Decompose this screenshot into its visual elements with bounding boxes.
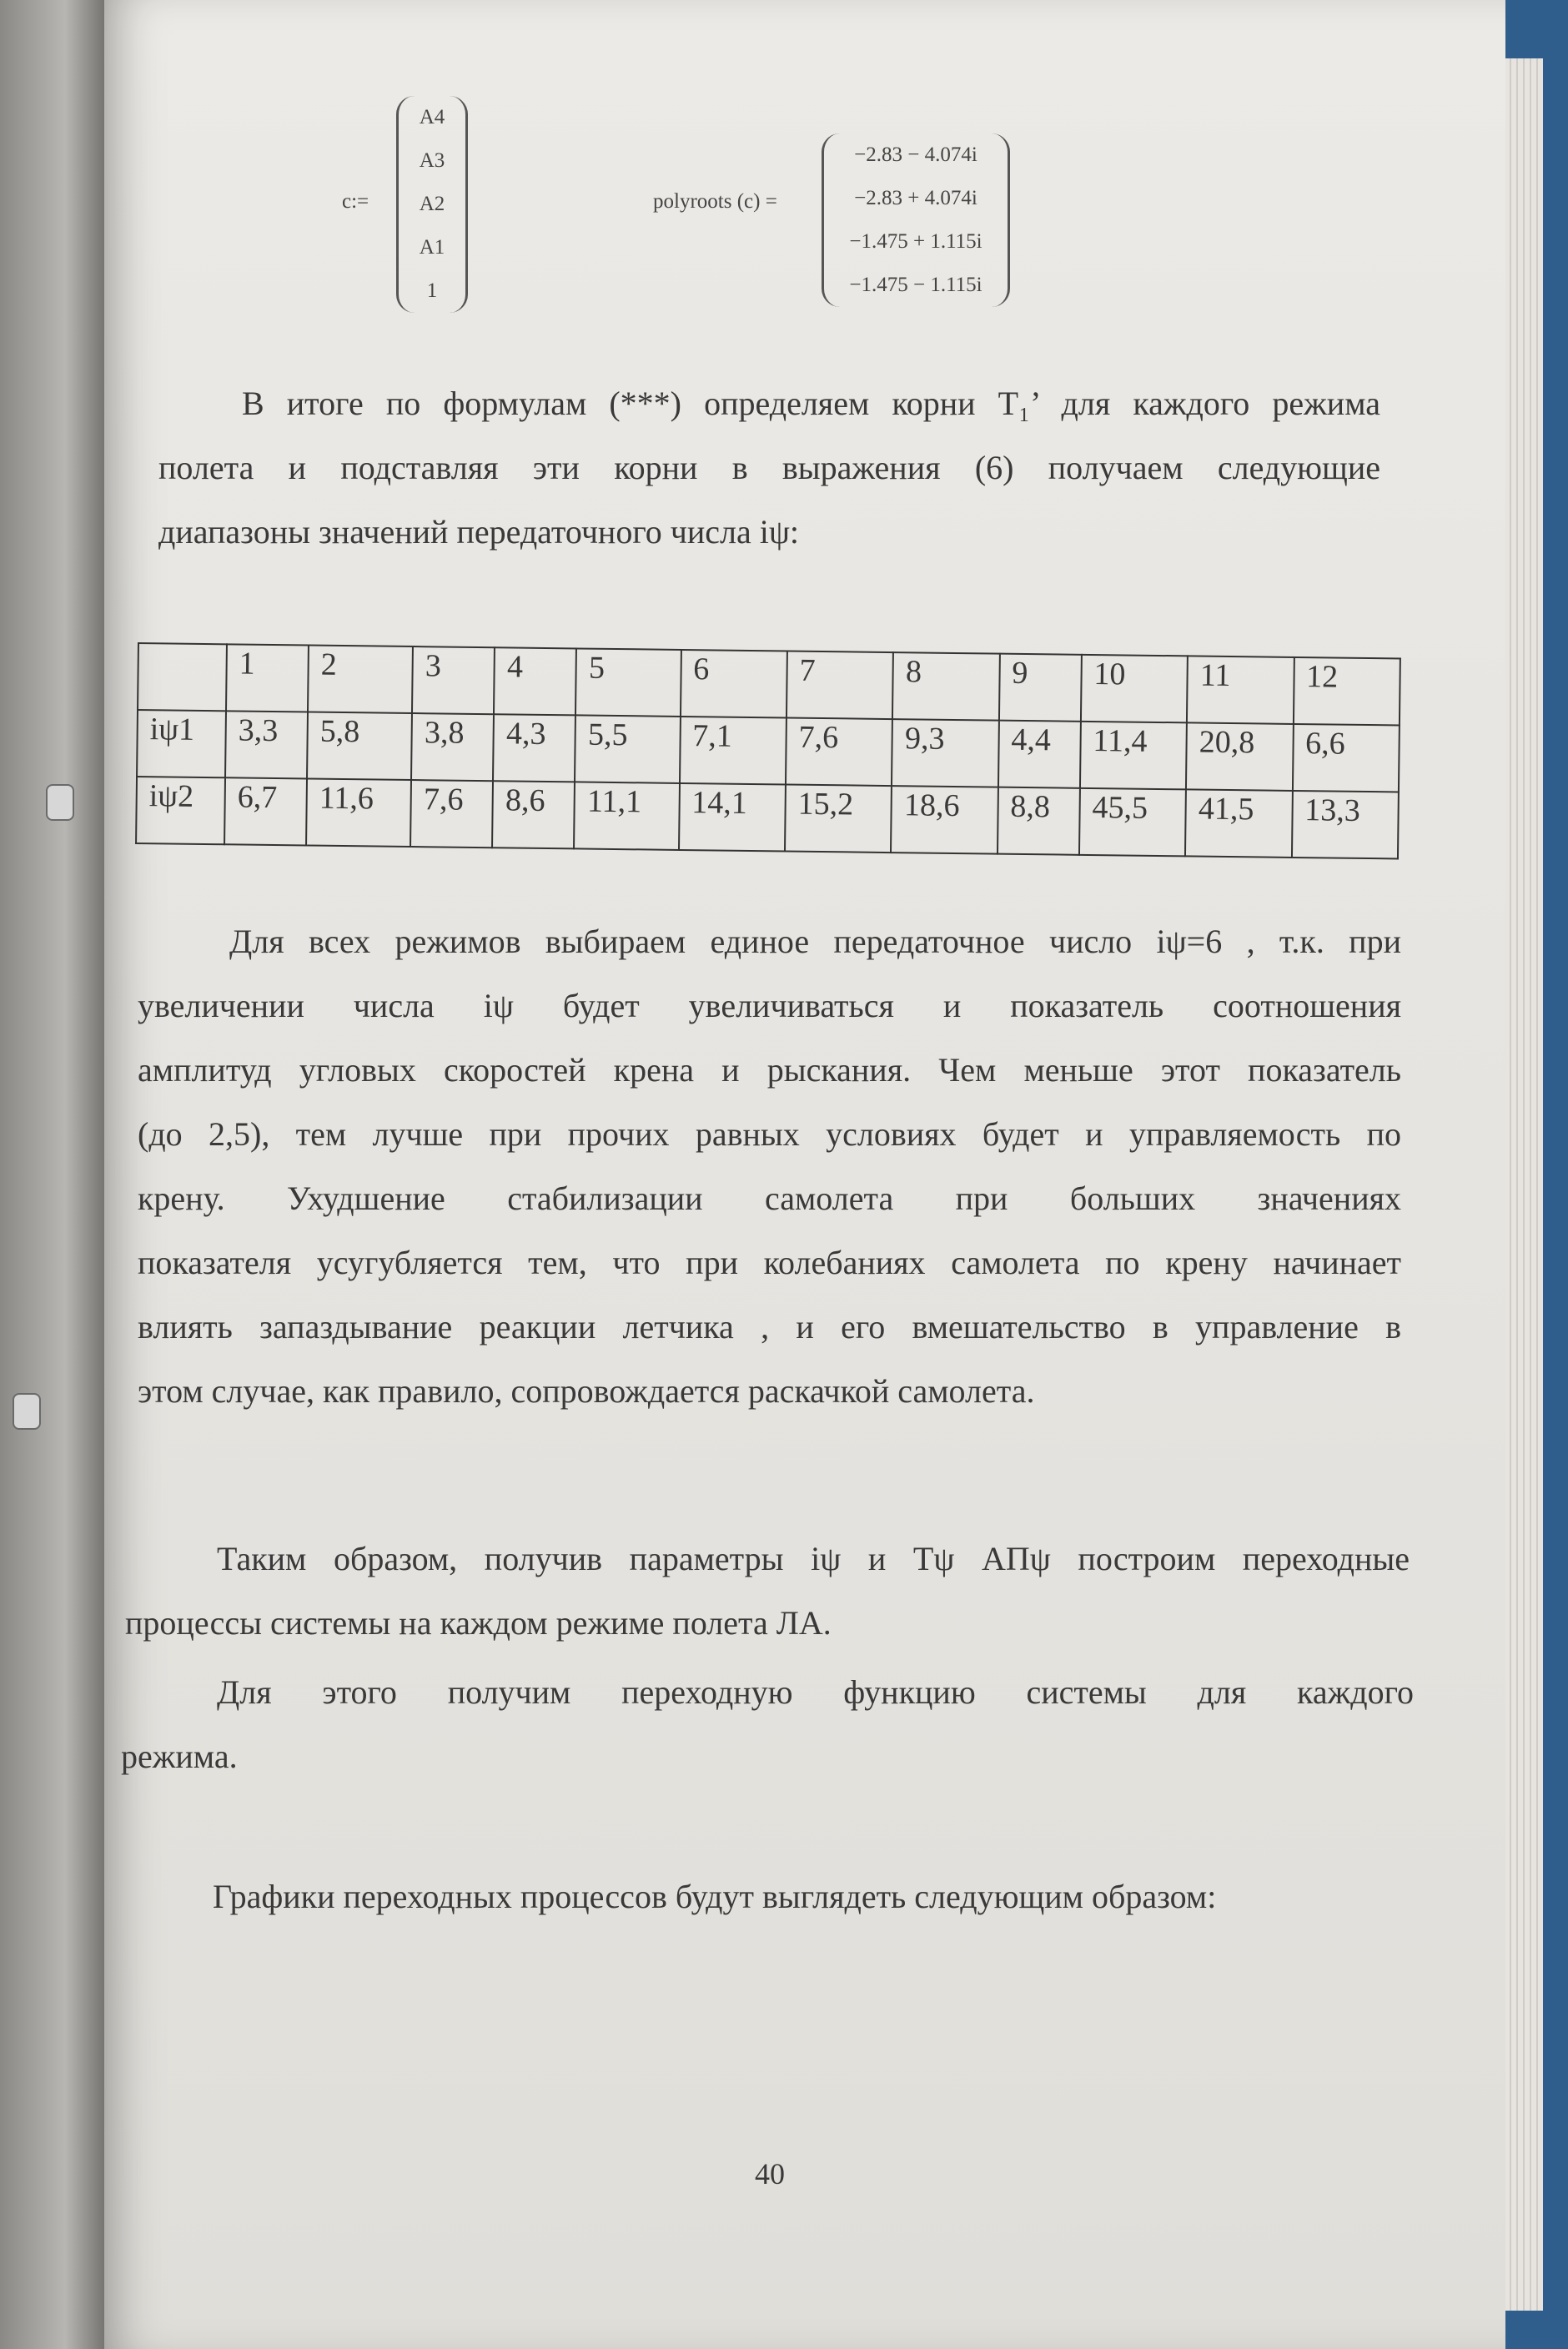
ratio-table (135, 642, 1401, 859)
table-cell: 11,1 (574, 782, 679, 850)
root-item: −1.475 + 1.115i (849, 230, 983, 253)
c-label: c (342, 190, 352, 213)
table-row (136, 777, 1399, 858)
table-header-cell: 8 (892, 652, 999, 721)
table-corner-cell (138, 643, 227, 711)
table-header-cell: 7 (787, 651, 893, 720)
table-cell: 45,5 (1079, 788, 1186, 857)
root-item: −2.83 + 4.074i (854, 187, 977, 209)
table-cell: 5,5 (575, 715, 680, 783)
table-cell: 7,6 (410, 780, 493, 848)
table-header-cell: 5 (575, 648, 681, 717)
table-cell: 20,8 (1186, 722, 1293, 791)
binder-ring-bottom (13, 1393, 41, 1430)
root-item: −1.475 − 1.115i (849, 274, 983, 296)
binder-ring-top (46, 784, 74, 821)
text-line: Для всех режимов выбираем единое передаточное число iψ=6 , т.к. при (229, 923, 1401, 960)
table-cell: 13,3 (1292, 791, 1399, 859)
text-line: крену. Ухудшение стабилизации самолета при больших значениях (138, 1180, 1401, 1217)
c-vector-item: A1 (419, 236, 445, 259)
row-label-i-psi2: iψ2 (136, 777, 225, 844)
c-vector-item: A2 (419, 193, 445, 215)
text-line: диапазоны значений передаточного числа iψ: (158, 513, 800, 551)
root-item: −2.83 − 4.074i (854, 143, 977, 166)
text-line: режима. (121, 1738, 238, 1775)
polyroots-label: polyroots (c) = (653, 190, 777, 213)
paragraph-parameters (125, 1527, 1410, 1655)
table-cell: 15,2 (785, 785, 892, 853)
text-line: показателя усугубляется тем, что при колебаниях самолета по крену начинает (138, 1244, 1401, 1281)
paragraph-roots (158, 371, 1380, 564)
table-cell: 41,5 (1185, 789, 1292, 858)
c-assignment (342, 190, 369, 214)
table-cell: 11,6 (306, 778, 411, 847)
table-cell: 18,6 (891, 786, 998, 854)
text-line: Для этого получим переходную функцию системы для каждого (217, 1673, 1414, 1711)
c-vector-item: A3 (419, 149, 445, 172)
table-header-cell: 12 (1293, 657, 1400, 726)
table-header-cell: 3 (412, 646, 495, 714)
text-line: В итоге по формулам (***) определяем корни T₁’ для каждого режима (242, 385, 1380, 422)
table-header-cell: 6 (681, 650, 787, 718)
text-line: Таким образом, получив параметры iψ и Tψ АПψ построим переходные (217, 1540, 1410, 1577)
table-header-cell: 10 (1081, 655, 1188, 723)
assign-operator: := (351, 190, 369, 213)
text-line: амплитуд угловых скоростей крена и рыскания. Чем меньше этот показатель (138, 1051, 1401, 1089)
roots-vector (822, 133, 1010, 307)
row-label-i-psi1: iψ1 (137, 710, 226, 777)
table-cell: 11,4 (1080, 722, 1187, 790)
table-header-cell: 2 (308, 646, 413, 714)
table-cell: 7,1 (680, 717, 787, 785)
left-page-edge (0, 0, 108, 2349)
table-cell: 5,8 (307, 712, 412, 780)
paragraph-selection (138, 909, 1401, 1423)
table-cell: 3,8 (411, 713, 494, 781)
paragraph-graphs (213, 1864, 1414, 1929)
c-vector-item: 1 (426, 279, 438, 302)
table-cell: 7,6 (786, 718, 892, 787)
table-cell: 4,3 (493, 714, 575, 782)
text-line: этом случае, как правило, сопровождается раскачкой самолета. (138, 1372, 1035, 1410)
table-cell: 3,3 (225, 711, 308, 778)
c-vector-item: A4 (419, 106, 445, 128)
table-cell: 14,1 (679, 783, 786, 852)
table-cell: 6,7 (224, 777, 307, 845)
text-line: (до 2,5), тем лучше при прочих равных условиях будет и управляемость по (138, 1115, 1401, 1153)
text-line: влиять запаздывание реакции летчика , и его вмешательство в управление в (138, 1308, 1401, 1346)
text-line: Графики переходных процессов будут выглядеть следующим образом: (213, 1878, 1217, 1915)
paragraph-transfer-function (121, 1660, 1414, 1788)
table-cell: 8,6 (492, 781, 575, 848)
table-cell: 4,4 (998, 721, 1081, 788)
table-header-cell: 1 (226, 644, 309, 712)
table-cell: 6,6 (1293, 724, 1400, 792)
page-number: 40 (755, 2157, 785, 2191)
table-header-cell: 9 (999, 654, 1082, 722)
table-header-cell: 4 (494, 647, 576, 715)
c-vector (396, 96, 468, 313)
table-cell: 9,3 (892, 719, 998, 787)
text-line: процессы системы на каждом режиме полета ЛА. (125, 1604, 832, 1642)
table-cell: 8,8 (998, 787, 1080, 855)
text-line: полета и подставляя эти корни в выражения (6) получаем следующие (158, 449, 1380, 486)
text-line: увеличении числа iψ будет увеличиваться и показатель соотношения (138, 987, 1401, 1024)
table-header-cell: 11 (1187, 656, 1294, 724)
